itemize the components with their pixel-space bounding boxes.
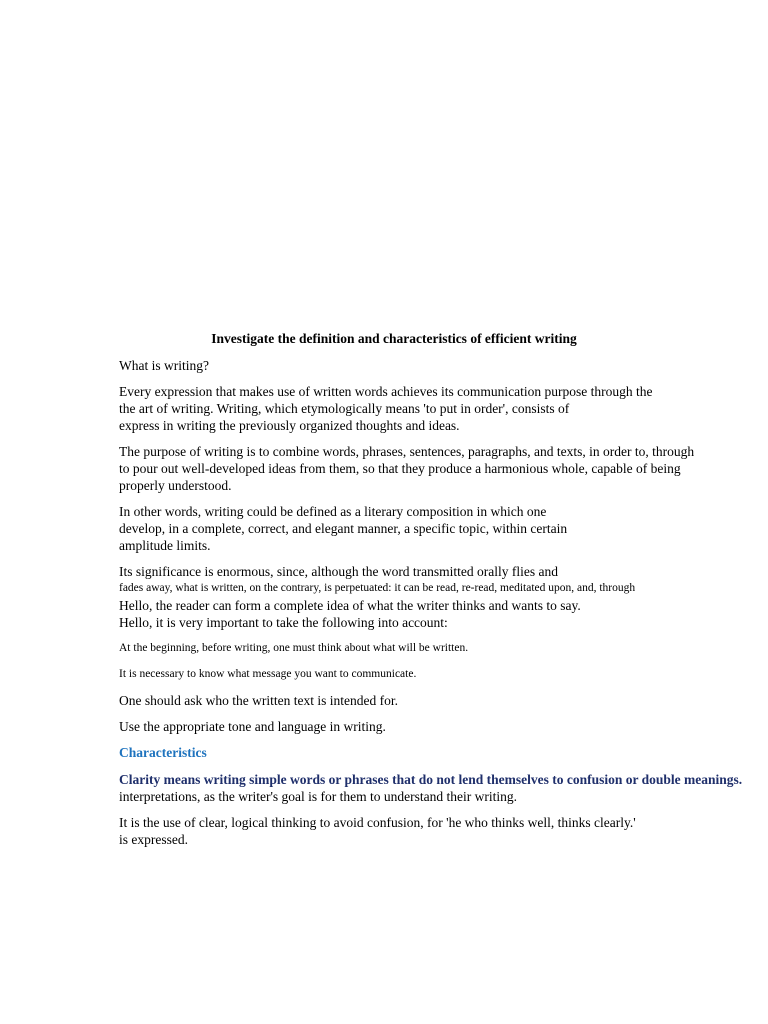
paragraph-line: The purpose of writing is to combine words, phrases, sentences, paragraphs, and texts, in order to, through [119,444,695,459]
clarity-emphasis: Clarity means writing simple words or phrases that do not lend themselves to confusion or double meanings. [119,772,743,787]
paragraph-line: Hello, the reader can form a complete idea of what the writer thinks and wants to say. [119,598,581,613]
item-audience: One should ask who the written text is intended for. [119,693,398,708]
paragraph-line-small: fades away, what is written, on the contrary, is perpetuated: it can be read, re-read, meditated upon, and, through [119,582,636,594]
paragraph-line: Its significance is enormous, since, although the word transmitted orally flies and [119,564,559,579]
item-know-message: It is necessary to know what message you want to communicate. [119,668,417,680]
page-title: Investigate the definition and characteristics of efficient writing [211,331,577,346]
paragraph-1 [119,383,749,434]
paragraph-3 [119,503,749,554]
item-think-first: At the beginning, before writing, one must think about what will be written. [119,642,469,654]
item-tone: Use the appropriate tone and language in writing. [119,719,386,734]
paragraph-line: interpretations, as the writer's goal is for them to understand their writing. [119,789,517,804]
paragraph-last [119,814,749,848]
question-line: What is writing? [119,358,209,373]
paragraph-line: amplitude limits. [119,538,211,553]
paragraph-line: express in writing the previously organized thoughts and ideas. [119,418,460,433]
paragraph-line: is expressed. [119,832,188,847]
paragraph-line: It is the use of clear, logical thinking to avoid confusion, for 'he who thinks well, thinks clearly.' [119,815,636,830]
paragraph-line: Hello, it is very important to take the following into account: [119,615,448,630]
paragraph-line: In other words, writing could be defined as a literary composition in which one [119,504,547,519]
clarity-paragraph [119,771,749,805]
paragraph-line: Every expression that makes use of written words achieves its communication purpose through the [119,384,653,399]
characteristics-heading: Characteristics [119,745,207,760]
paragraph-line: the art of writing. Writing, which etymologically means 'to put in order', consists of [119,401,570,416]
paragraph-line: develop, in a complete, correct, and elegant manner, a specific topic, within certain [119,521,568,536]
document-body [119,330,749,857]
paragraph-line: properly understood. [119,478,232,493]
paragraph-line: to pour out well-developed ideas from them, so that they produce a harmonious whole, capable of being [119,461,681,476]
paragraph-4 [119,563,749,631]
paragraph-2 [119,443,749,494]
